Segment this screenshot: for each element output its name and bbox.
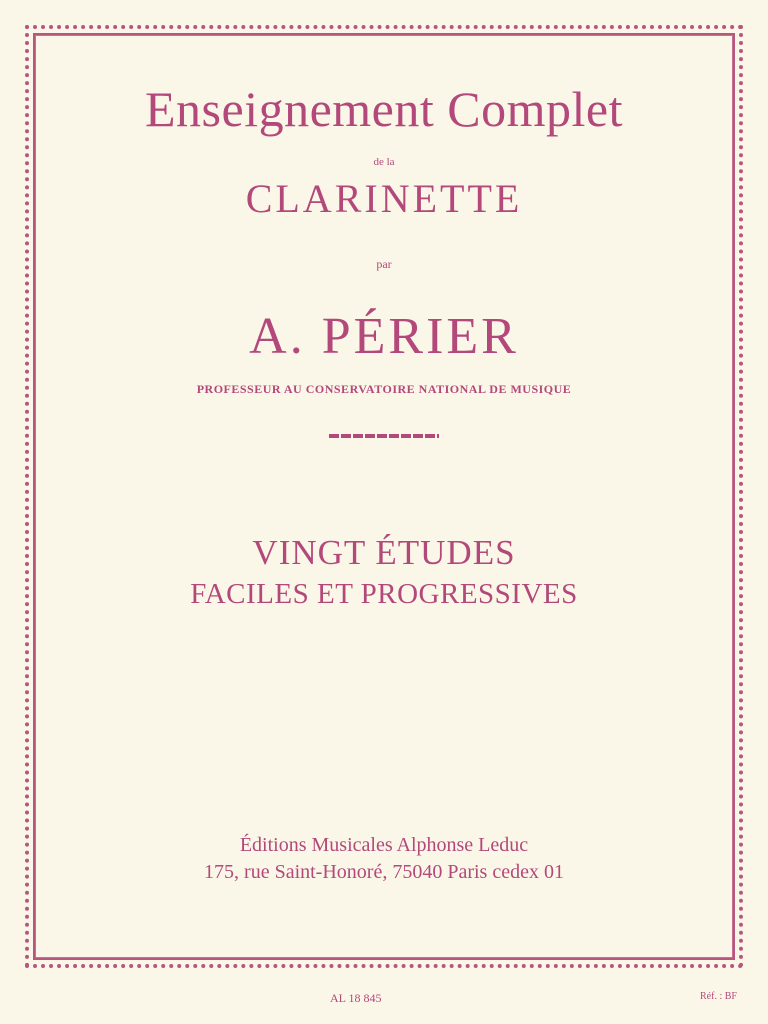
work-title-line1: VINGT ÉTUDES bbox=[252, 533, 516, 572]
author-title: PROFESSEUR AU CONSERVATOIRE NATIONAL DE MUSIQUE bbox=[196, 382, 572, 396]
work-title-line2: FACILES ET PROGRESSIVES bbox=[190, 578, 578, 610]
author-name: A. PÉRIER bbox=[249, 308, 519, 365]
publisher-address: 175, rue Saint-Honoré, 75040 Paris cedex 01 bbox=[204, 861, 564, 883]
publisher-name: Éditions Musicales Alphonse Leduc bbox=[239, 834, 529, 856]
reference-code: Réf. : BF bbox=[700, 991, 737, 1002]
cover-title: Enseignement Complet bbox=[145, 81, 623, 137]
border-inner-line bbox=[35, 35, 733, 958]
ornamental-divider bbox=[329, 434, 439, 438]
par-text: par bbox=[376, 257, 392, 271]
catalog-number: AL 18 845 bbox=[330, 991, 382, 1005]
de-la-text: de la bbox=[373, 156, 395, 168]
instrument-name: CLARINETTE bbox=[245, 176, 523, 221]
